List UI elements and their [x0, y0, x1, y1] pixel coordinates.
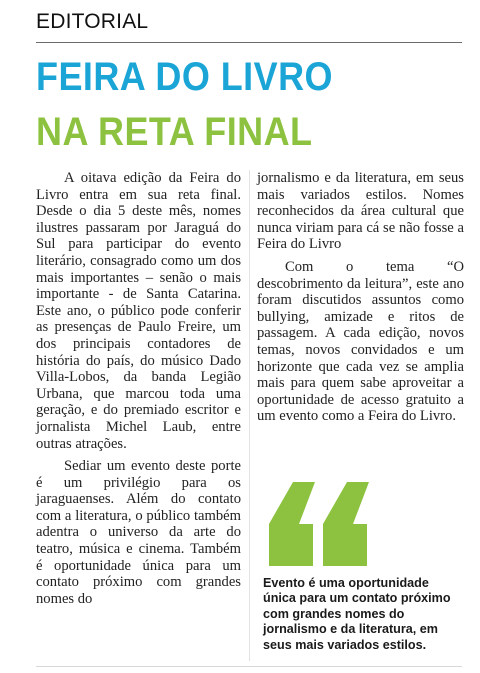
- article-paragraph: Sediar um evento deste porte é um privilégio para os jaraguaenses. Além do contato com a literatura, o público também adentra o universo da arte do teatro, música e cinema. Também é oportunidade única para um contato próximo com grandes nomes do: [36, 458, 241, 607]
- headline-line-2: NA RETA FINAL: [36, 110, 313, 154]
- article-column-right: [257, 170, 464, 425]
- pull-quote-line: Evento é uma oportunidade: [263, 576, 429, 590]
- column-divider: [249, 170, 250, 661]
- bottom-divider: [36, 666, 462, 667]
- article-paragraph: Com o tema “O descobrimento da leitura”, este ano foram discutidos assuntos como bullying, amizade e ritos de passagem. A cada edição, novos temas, novos convidados e um horizonte que cada vez se amplia mais para quem sabe aproveitar a oportunidade de acesso gratuito a um evento como a Feira do Livro.: [257, 258, 464, 425]
- article-column-left: [36, 170, 241, 607]
- pull-quote-line: jornalismo e da literatura, em: [263, 622, 438, 637]
- article-paragraph: A oitava edição da Feira do Livro entra em sua reta final. Desde o dia 5 deste mês, nomes ilustres passaram por Jaraguá do Sul para participar do evento literário, consagrado como um dos mais importantes – senão o mais importante - de Santa Catarina. Este ano, o público pode conferir as presenças de Paulo Freire, um dos principais contadores de história do país, do músico Dado Villa-Lobos, da banda Legião Urbana, que marcou toda uma geração, e do premiado escritor e jornalista Michel Laub, entre outras atrações.: [36, 170, 241, 452]
- article-paragraph-continuation: jornalismo e da literatura, em seus mais variados estilos. Nomes reconhecidos da área cultural que nunca viriam para cá se não fosse a Feira do Livro: [257, 170, 464, 253]
- pull-quote-line: única para um contato próximo: [263, 591, 451, 606]
- section-label: EDITORIAL: [36, 10, 149, 33]
- section-divider: [36, 42, 462, 43]
- pull-quote: [263, 576, 463, 653]
- headline-line-1: FEIRA DO LIVRO: [36, 55, 333, 99]
- pull-quote-line: seus mais variados estilos.: [263, 637, 427, 652]
- pull-quote-line: com grandes nomes do: [263, 606, 405, 621]
- quote-mark-icon: [263, 478, 383, 568]
